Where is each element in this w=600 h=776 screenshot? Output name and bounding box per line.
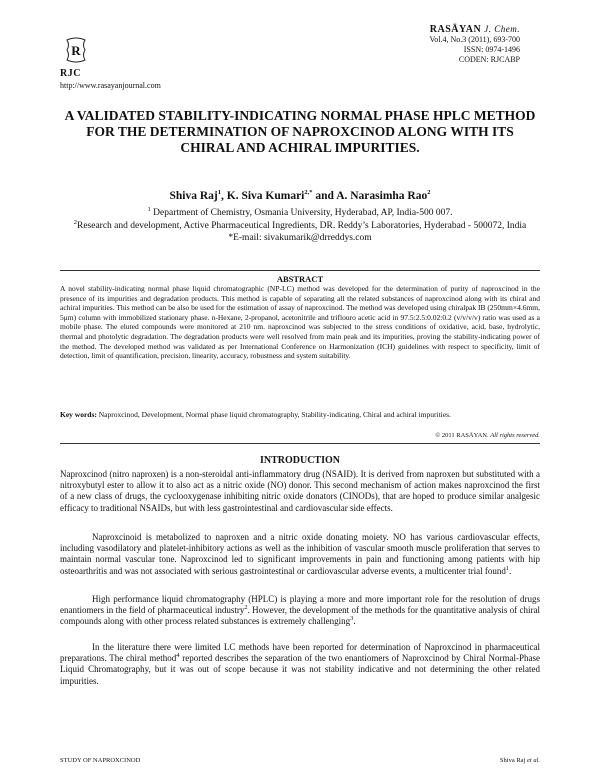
intro-paragraph-2: Naproxcinoid is metabolized to naproxen and a nitric oxide donating moiety. NO has various cardiovascular effects, including vasodilatory and platelet-inhibitory actions as well as the inhibition of vascular smooth muscle proliferation that serves to maintain normal vascular tone. Naproxcinod led to significant improvements in pain and functioning among patients with hip osteoarthritis and was not associated with serious gastrointestinal or cardiovascular adverse events, a multicenter trial found$^1$. bbox=[60, 532, 540, 576]
introduction-heading: INTRODUCTION bbox=[259, 455, 340, 466]
author-3: A. Narasimha Rao bbox=[336, 190, 428, 202]
abstract-body: A novel stability-indicating normal phase liquid chromatographic (NP-LC) method was developed for the determination of purity of naproxcinod in the presence of its impurities and degradation products. This method is capable of separating all the related substances of naproxcinod along with its chiral and achiral impurities. This method can be also be used for the estimation of assay of naproxcinod. The method was developed using chiralpak IB (250mm×4.6mm, 5μm) column with immobilized stationary phase. n-Hexane, 2-propanol, acetonitrile and triflouro acetic acid in 97.5:2.5:0.02:0.2 (v/v/v/v) ratio was used as a mobile phase. The eluted compounds were monitored at 210 nm. naproxcinod was subjected to the stress conditions of oxidative, acid, base, hydrolytic, thermal and photolytic degradation. The degradation products were well resolved from main peak and its impurities, proving the stability-indicating power of the method. The developed method was validated as per International Conference on Harmonization (ICH) guidelines with respect to specificity, limit of detection, limit of quantification, precision, linearity, accuracy, robustness and system suitability. bbox=[60, 284, 540, 361]
author-2: K. Siva Kumari bbox=[226, 190, 305, 202]
issn: ISSN: 0974-1496 bbox=[463, 45, 520, 54]
abstract-bottom-rule bbox=[60, 443, 540, 444]
paper-title: A VALIDATED STABILITY-INDICATING NORMAL PHASE HPLC METHOD FOR THE DETERMINATION OF NAPROXCINOD ALONG WITH ITS CHIRAL AND ACHIRAL IMPURITIES. bbox=[64, 108, 536, 155]
logo-emblem-icon bbox=[64, 36, 88, 64]
abstract-top-rule bbox=[60, 270, 540, 271]
running-authors: Shiva Raj et al. bbox=[499, 757, 540, 764]
copyright: © 2011 RASĀYAN. All rights reserved. bbox=[435, 432, 540, 439]
logo-text: RJC bbox=[60, 68, 81, 79]
volume-line: Vol.4, No.3 (2011), 693-700 bbox=[429, 35, 520, 44]
abstract-heading: ABSTRACT bbox=[276, 274, 324, 284]
journal-logo bbox=[64, 36, 88, 64]
running-title: STUDY OF NAPROXCINOD bbox=[60, 757, 141, 764]
journal-name: RASĀYAN J. Chem. bbox=[429, 24, 520, 35]
author-1: Shiva Raj bbox=[169, 190, 218, 202]
intro-paragraph-3: High performance liquid chromatography (HPLC) is playing a more and more important role for the resolution of drugs enantiomers in the field of pharmaceutical industry$^2$. However, the development of the methods for the quantitative analysis of chiral compounds along with other process related substances is extremely challenging$^3$. bbox=[60, 594, 540, 627]
journal-url[interactable]: http://www.rasayanjournal.com bbox=[60, 81, 161, 90]
author-list: Shiva Raj$^1$, K. Siva Kumari$^{2,*}$ and A. Narasimha Rao$^2$ bbox=[169, 189, 431, 202]
logo-mark: R bbox=[71, 43, 81, 58]
affiliation-1: $^1$ Department of Chemistry, Osmania University, Hyderabad, AP, India-500 007. bbox=[147, 205, 453, 218]
affiliation-2: $^2$Research and development, Active Pharmaceutical Ingredients, DR. Reddy’s Laboratories, Hyderabad - 500072, India bbox=[73, 218, 527, 231]
keywords: Key words: Naproxcinod, Development, Normal phase liquid chromatography, Stability-indicating, Chiral and achiral impurities. bbox=[60, 410, 451, 419]
affiliations bbox=[60, 207, 540, 245]
intro-paragraph-4: In the literature there were limited LC methods have been reported for determination of Naproxcinod in pharmaceutical preparations. The chiral method$^4$ reported describes the separation of the two enantiomers of Naproxcinod by Chiral Normal-Phase Liquid Chromatography, but it was out of scope because it was not stability indicative and not determining the other related impurities. bbox=[60, 642, 540, 686]
journal-info bbox=[430, 24, 520, 65]
corresponding-email[interactable]: *E-mail: sivakumarik@drreddys.com bbox=[228, 233, 372, 243]
intro-paragraph-1: Naproxcinod (nitro naproxen) is a non-steroidal anti-inflammatory drug (NSAID). It is derived from naproxen but substituted with a nitroxybutyl ester to allow it to also act as a nitric oxide (NO) donor. This second mechanism of action makes naproxcinod the first of a new class of drugs, the cyclooxygenase inhibiting nitric oxide donators (CINODs), that are hoped to produce similar analgesic efficacy to traditional NSAIDs, but with less gastrointestinal and cardiovascular side effects. bbox=[60, 469, 540, 513]
coden: CODEN: RJCABP bbox=[458, 55, 520, 64]
